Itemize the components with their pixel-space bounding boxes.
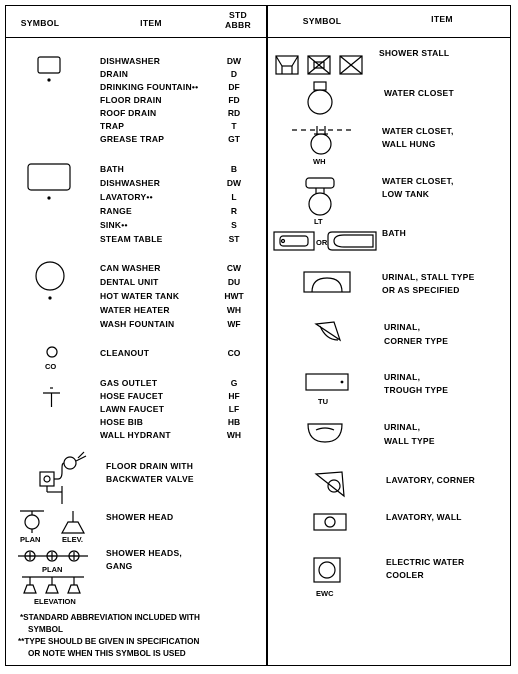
bath-fixture-symbol bbox=[26, 162, 76, 202]
shower-stall-symbol bbox=[274, 54, 364, 76]
water-closet-symbol bbox=[306, 80, 336, 122]
item-label: RANGE bbox=[100, 206, 132, 216]
item-label: LAVATORY•• bbox=[100, 192, 153, 202]
urinal-trough-label-2: TROUGH TYPE bbox=[384, 385, 449, 395]
header-abbr: ABBR bbox=[224, 20, 252, 30]
item-label: DENTAL UNIT bbox=[100, 277, 159, 287]
abbr-label: DU bbox=[227, 277, 241, 287]
or-label: OR bbox=[316, 238, 328, 247]
item-label: LAWN FAUCET bbox=[100, 404, 165, 414]
item-label: CAN WASHER bbox=[100, 263, 161, 273]
abbr-label: L bbox=[231, 192, 237, 202]
abbr-label: FD bbox=[228, 95, 240, 105]
abbr-label: LF bbox=[228, 404, 240, 414]
urinal-wall-label-2: WALL TYPE bbox=[384, 436, 435, 446]
urinal-trough-symbol bbox=[304, 372, 354, 408]
abbr-label: ST bbox=[228, 234, 240, 244]
footnote-1a: *STANDARD ABBREVIATION INCLUDED WITH bbox=[20, 613, 200, 622]
cleanout-symbol bbox=[42, 345, 66, 373]
water-closet-label: WATER CLOSET bbox=[384, 88, 454, 98]
floor-drain-label-2: BACKWATER VALVE bbox=[106, 474, 194, 484]
dishwasher-small-symbol bbox=[36, 56, 66, 84]
wc-low-label-2: LOW TANK bbox=[382, 189, 430, 199]
abbr-label: CW bbox=[226, 263, 242, 273]
urinal-corner-label-2: CORNER TYPE bbox=[384, 336, 449, 346]
item-label: HOSE FAUCET bbox=[100, 391, 164, 401]
abbr-label: HB bbox=[227, 417, 241, 427]
abbr-label: DF bbox=[228, 82, 240, 92]
cleanout-code: CO bbox=[45, 362, 57, 371]
abbr-label: CO bbox=[227, 348, 241, 358]
urinal-wall-symbol bbox=[306, 420, 346, 448]
tu-label: TU bbox=[318, 397, 328, 406]
abbr-label: WH bbox=[226, 430, 242, 440]
item-label: HOSE BIB bbox=[100, 417, 144, 427]
lav-wall-label: LAVATORY, WALL bbox=[386, 512, 462, 522]
shower-head-label: SHOWER HEAD bbox=[106, 512, 174, 522]
column-divider bbox=[266, 6, 268, 665]
abbr-label: G bbox=[230, 378, 238, 388]
item-label: FLOOR DRAIN bbox=[100, 95, 162, 105]
item-label: WATER HEATER bbox=[100, 305, 170, 315]
footnote-1 bbox=[20, 612, 200, 636]
ewc-label-1: ELECTRIC WATER bbox=[386, 557, 465, 567]
ewc-label-2: COOLER bbox=[386, 570, 424, 580]
item-label: DISHWASHER bbox=[100, 56, 161, 66]
lavatory-wall-symbol bbox=[312, 512, 348, 534]
abbr-label: WH bbox=[226, 305, 242, 315]
wh-label: WH bbox=[313, 157, 326, 166]
shower-stall-label: SHOWER STALL bbox=[379, 48, 450, 58]
lavatory-corner-symbol bbox=[314, 470, 348, 500]
abbr-label: D bbox=[230, 69, 238, 79]
urinal-stall-label-2: OR AS SPECIFIED bbox=[382, 285, 460, 295]
urinal-corner-symbol bbox=[314, 320, 344, 350]
urinal-corner-label-1: URINAL, bbox=[384, 322, 421, 332]
shower-heads-label-1: SHOWER HEADS, bbox=[106, 548, 182, 558]
table-header bbox=[6, 6, 510, 38]
bath-tub-symbol bbox=[272, 230, 382, 254]
urinal-trough-label-1: URINAL, bbox=[384, 372, 421, 382]
elevation-label: ELEVATION bbox=[34, 597, 76, 606]
footnote-2b: OR NOTE WHEN THIS SYMBOL IS USED bbox=[28, 649, 186, 658]
abbr-label: B bbox=[230, 164, 238, 174]
elev-label: ELEV. bbox=[62, 535, 83, 544]
water-closet-low-tank-symbol bbox=[304, 176, 338, 228]
urinal-stall-symbol bbox=[302, 270, 354, 296]
footnote-1b: SYMBOL bbox=[28, 625, 64, 634]
lav-corner-label: LAVATORY, CORNER bbox=[386, 475, 476, 485]
wc-wall-label-2: WALL HUNG bbox=[382, 139, 436, 149]
gas-outlet-symbol bbox=[40, 386, 64, 410]
shower-head-plan-elev-symbol bbox=[16, 508, 96, 546]
ewc-code: EWC bbox=[316, 589, 334, 598]
header-symbol-right: SYMBOL bbox=[302, 16, 342, 26]
item-label: TRAP bbox=[100, 121, 125, 131]
tank-circle-symbol bbox=[34, 260, 68, 302]
item-label: GREASE TRAP bbox=[100, 134, 165, 144]
item-label: SINK•• bbox=[100, 220, 128, 230]
lt-label: LT bbox=[314, 217, 323, 226]
plan-label: PLAN bbox=[20, 535, 41, 544]
abbr-label: HWT bbox=[224, 291, 244, 301]
shower-heads-label-2: GANG bbox=[106, 561, 133, 571]
plan-label-2: PLAN bbox=[42, 565, 63, 574]
item-label: WALL HYDRANT bbox=[100, 430, 171, 440]
abbr-label: RD bbox=[227, 108, 241, 118]
item-label: CLEANOUT bbox=[100, 348, 150, 358]
shower-heads-gang-symbol bbox=[16, 546, 96, 608]
abbr-label: DW bbox=[226, 178, 242, 188]
abbr-label: DW bbox=[226, 56, 242, 66]
item-label: DISHWASHER bbox=[100, 178, 161, 188]
item-label: BATH bbox=[100, 164, 124, 174]
item-label: STEAM TABLE bbox=[100, 234, 163, 244]
urinal-wall-label-1: URINAL, bbox=[384, 422, 421, 432]
abbr-label: R bbox=[230, 206, 238, 216]
header-std: STD bbox=[228, 10, 248, 20]
floor-drain-backwater-symbol bbox=[34, 450, 94, 508]
item-label: DRINKING FOUNTAIN•• bbox=[100, 82, 199, 92]
bath-label: BATH bbox=[382, 228, 406, 238]
electric-water-cooler-symbol bbox=[312, 556, 352, 602]
header-symbol: SYMBOL bbox=[20, 18, 60, 28]
item-label: WASH FOUNTAIN bbox=[100, 319, 175, 329]
floor-drain-label-1: FLOOR DRAIN WITH bbox=[106, 461, 194, 471]
abbr-label: GT bbox=[228, 134, 240, 144]
item-label: HOT WATER TANK bbox=[100, 291, 180, 301]
item-label: GAS OUTLET bbox=[100, 378, 158, 388]
header-item-right: ITEM bbox=[431, 14, 453, 24]
item-label: DRAIN bbox=[100, 69, 129, 79]
abbr-label: T bbox=[231, 121, 237, 131]
footnote-2a: **TYPE SHOULD BE GIVEN IN SPECIFICATION bbox=[18, 637, 200, 646]
water-closet-wall-hung-symbol bbox=[290, 124, 356, 170]
item-label: ROOF DRAIN bbox=[100, 108, 157, 118]
wc-low-label-1: WATER CLOSET, bbox=[382, 176, 454, 186]
wc-wall-label-1: WATER CLOSET, bbox=[382, 126, 454, 136]
footnote-2 bbox=[18, 636, 199, 660]
header-item: ITEM bbox=[140, 18, 162, 28]
abbr-label: HF bbox=[228, 391, 240, 401]
abbr-label: WF bbox=[227, 319, 241, 329]
urinal-stall-label-1: URINAL, STALL TYPE bbox=[382, 272, 475, 282]
abbr-label: S bbox=[231, 220, 237, 230]
